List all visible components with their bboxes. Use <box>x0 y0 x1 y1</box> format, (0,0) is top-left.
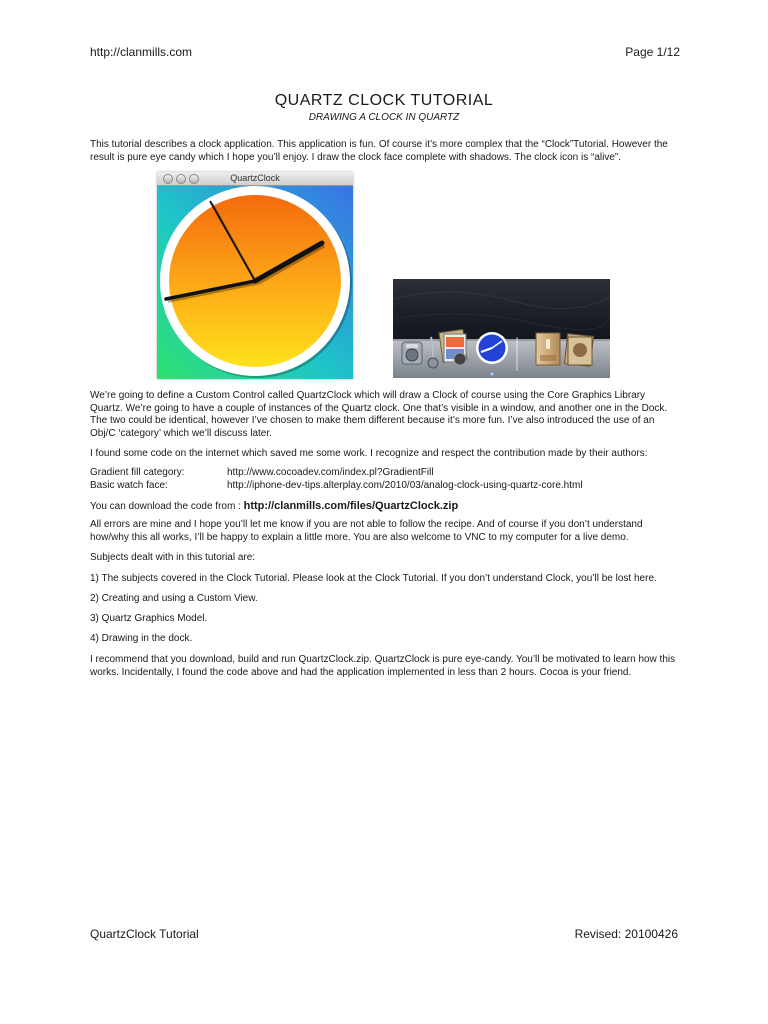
documents-stack-icon[interactable] <box>565 334 594 367</box>
document-title: QUARTZ CLOCK TUTORIAL <box>274 92 494 109</box>
credit-row <box>90 467 583 480</box>
footer-title: QuartzClock Tutorial <box>90 927 199 941</box>
intro-paragraph: This tutorial describes a clock application. This application is fun. Of course it’s more complex that the “Clock”Tutorial. However the result is pure eye candy which I hope you’ll enjoy. I draw the clock face complete with shadows. The clock icon is “alive”. <box>90 139 668 163</box>
credit-link[interactable]: http://www.cocoadev.com/index.pl?GradientFill <box>227 467 434 478</box>
quartzclock-window <box>157 172 353 379</box>
recommendation-paragraph: I recommend that you download, build and run QuartzClock.zip. QuartzClock is pure eye-candy. You’ll be motivated to learn how this works. Incidentally, I found the code above and had the application implemented in less than 2 hours. Cocoa is your friend. <box>90 654 676 678</box>
download-link[interactable]: http://clanmills.com/files/QuartzClock.zip <box>243 500 459 512</box>
custom-control-paragraph: We’re going to define a Custom Control called QuartzClock which will draw a Clock of course using the Core Graphics Library Quartz. We’re going to have a couple of instances of the Quartz clock. One that’s visible in a window, and another one in the Dock. The two could be identical, however I’ve chosen to make them different because it’s more fun. I’ve also introduced the use of an Obj/C ‘category’ which we’ll discuss later. <box>90 390 668 439</box>
credits-list <box>90 467 583 492</box>
dock-screenshot <box>393 279 610 378</box>
window-titlebar <box>157 172 353 186</box>
header-page-number: Page 1/12 <box>625 45 680 59</box>
subject-item-1: 1) The subjects covered in the Clock Tutorial. Please look at the Clock Tutorial. If you don’t understand Clock, you’ll be lost here. <box>90 573 657 584</box>
iphoto-icon[interactable] <box>439 329 467 365</box>
archive-box-icon[interactable] <box>536 333 560 365</box>
dock-image <box>393 279 610 378</box>
header-url: http://clanmills.com <box>90 45 193 59</box>
window-title: QuartzClock <box>230 173 280 183</box>
subject-item-3: 3) Quartz Graphics Model. <box>90 613 208 624</box>
errors-paragraph: All errors are mine and I hope you’ll let me know if you are not able to follow the recipe. And of course if you don’t understand how/why this all works, I’ll be happy to explain a little more. You are also welcome to VNC to my computer for a live demo. <box>90 519 643 543</box>
footer-revision: Revised: 20100426 <box>574 927 678 941</box>
credit-row <box>90 480 583 493</box>
subjects-heading: Subjects dealt with in this tutorial are: <box>90 552 256 563</box>
credit-label: Gradient fill category: <box>90 467 185 478</box>
download-prefix: You can download the code from : <box>90 501 244 512</box>
download-paragraph <box>90 500 680 514</box>
credits-intro-paragraph: I found some code on the internet which saved me some work. I recognize and respect the contribution made by their authors: <box>90 448 648 459</box>
clock-face-icon <box>157 186 353 379</box>
clock-view <box>157 186 353 379</box>
system-preferences-icon[interactable] <box>402 342 422 364</box>
credit-label: Basic watch face: <box>90 479 168 491</box>
subject-item-4: 4) Drawing in the dock. <box>90 633 193 644</box>
document-subtitle: DRAWING A CLOCK IN QUARTZ <box>308 112 460 123</box>
subject-item-2: 2) Creating and using a Custom View. <box>90 593 258 604</box>
credit-link[interactable]: http://iphone-dev-tips.alterplay.com/2010/03/analog-clock-using-quartz-core.html <box>227 479 583 491</box>
